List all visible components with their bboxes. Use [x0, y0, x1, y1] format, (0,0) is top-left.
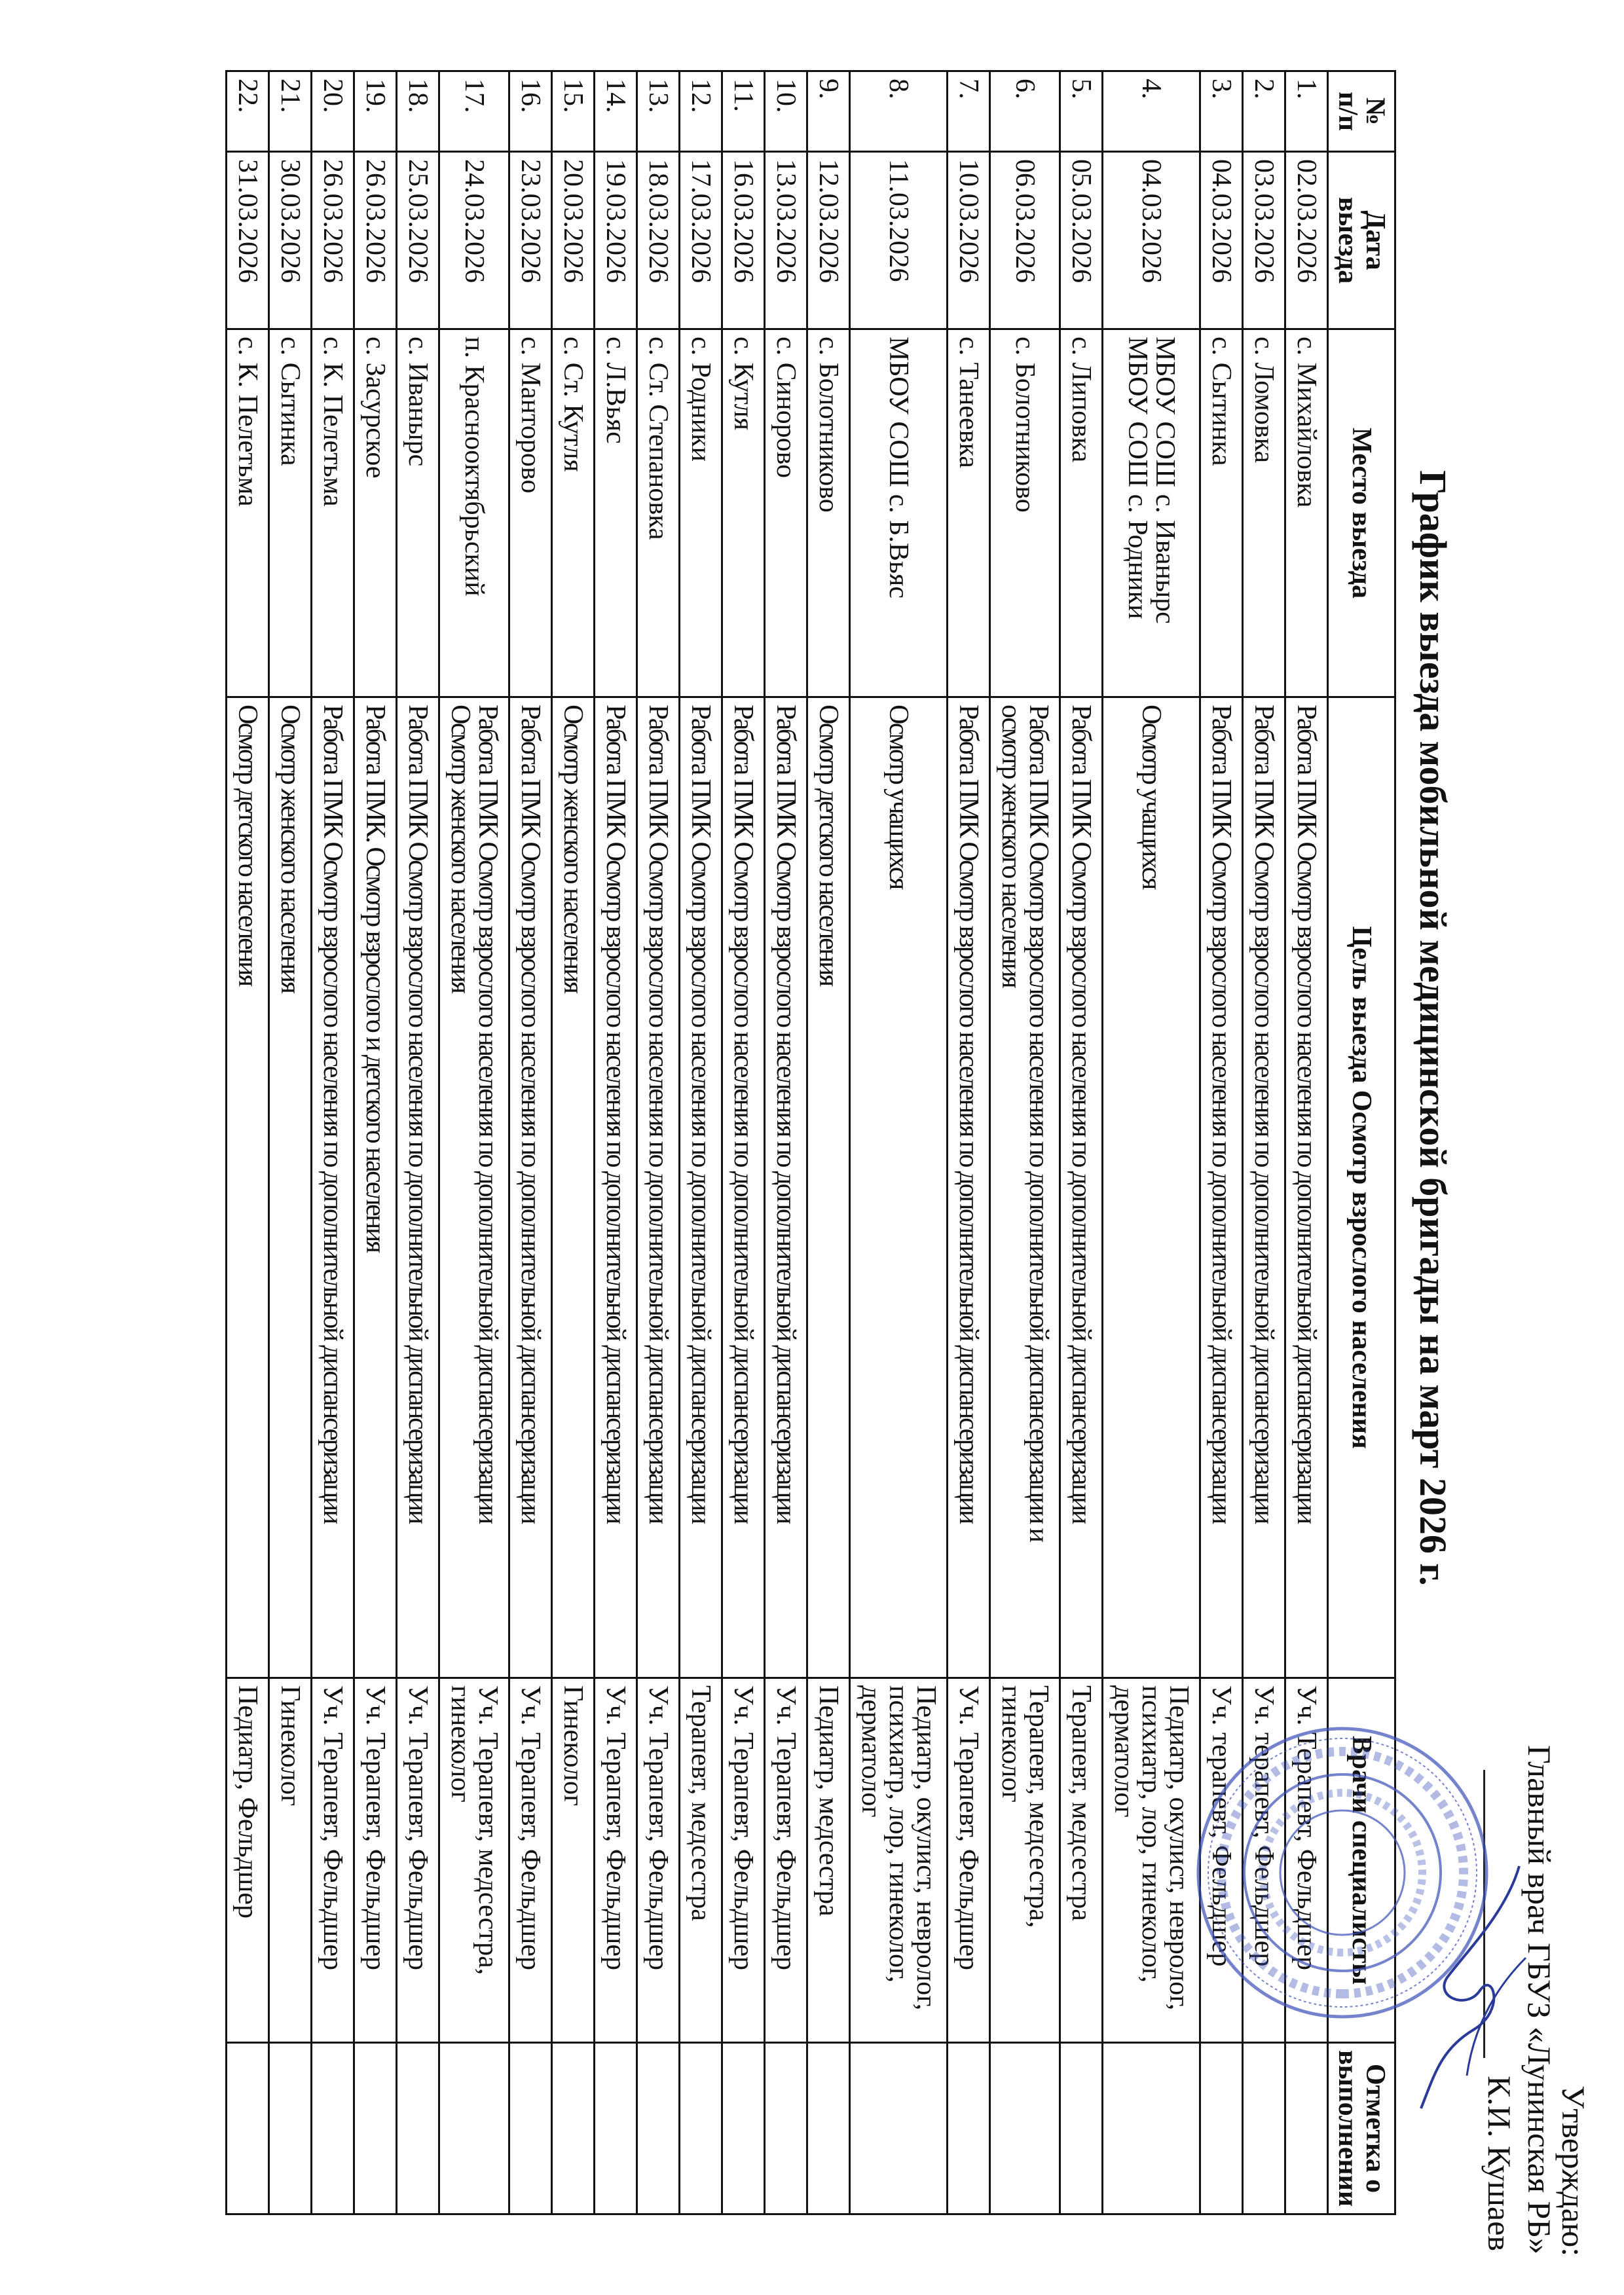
cell-mark	[765, 2043, 807, 2214]
cell-date: 12.03.2026	[807, 152, 850, 329]
cell-num: 4.	[1103, 71, 1200, 152]
cell-place: с. Иванырс	[397, 329, 439, 697]
cell-goal: Работа ПМК Осмотр взрослого населения по дополнительной диспансеризации и осмотр женского населения	[990, 697, 1060, 1678]
cell-doctors: Терапевт, медсестра	[1060, 1678, 1103, 2043]
cell-num: 14.	[595, 71, 637, 152]
table-header-row	[1328, 71, 1395, 2214]
cell-mark	[1285, 2043, 1328, 2214]
cell-place: с. К. Пелетьма	[227, 329, 269, 697]
cell-goal: Работа ПМК Осмотр взрослого населения по дополнительной диспансеризации	[765, 697, 807, 1678]
cell-num: 3.	[1200, 71, 1243, 152]
cell-date: 04.03.2026	[1200, 152, 1243, 329]
cell-mark	[312, 2043, 354, 2214]
cell-date: 02.03.2026	[1285, 152, 1328, 329]
cell-doctors: Уч. Терапевт, Фельдшер	[595, 1678, 637, 2043]
cell-place: МБОУ СОШ с. Иванырс МБОУ СОШ с. Родники	[1103, 329, 1200, 697]
cell-doctors: Терапевт, медсестра, гинеколог	[990, 1678, 1060, 2043]
cell-date: 24.03.2026	[439, 152, 509, 329]
cell-num: 17.	[439, 71, 509, 152]
header-date: Дата выезда	[1328, 152, 1395, 329]
cell-place: с. Ст. Степановка	[637, 329, 680, 697]
cell-doctors: Уч. Терапевт, Фельдшер	[397, 1678, 439, 2043]
page-title: График выезда мобильной медицинской бригады на март 2026 г.	[1412, 470, 1454, 1586]
table-row	[312, 71, 354, 2214]
cell-place: с. Танеевка	[948, 329, 990, 697]
table-row	[354, 71, 397, 2214]
header-doctors: Врачи специалисты	[1328, 1678, 1395, 2043]
cell-num: 22.	[227, 71, 269, 152]
cell-num: 20.	[312, 71, 354, 152]
cell-date: 25.03.2026	[397, 152, 439, 329]
cell-date: 31.03.2026	[227, 152, 269, 329]
cell-date: 13.03.2026	[765, 152, 807, 329]
cell-num: 15.	[552, 71, 595, 152]
table-row	[850, 71, 948, 2214]
table-row	[509, 71, 552, 2214]
cell-doctors: Уч. Терапевт, Фельдшер	[1285, 1678, 1328, 2043]
cell-doctors: Уч. Терапевт, медсестра, гинеколог	[439, 1678, 509, 2043]
cell-goal: Работа ПМК. Осмотр взрослого и детского населения	[354, 697, 397, 1678]
cell-date: 26.03.2026	[312, 152, 354, 329]
cell-date: 18.03.2026	[637, 152, 680, 329]
header-mark: Отметка о выполнении	[1328, 2043, 1395, 2214]
cell-mark	[948, 2043, 990, 2214]
cell-place: с. Манторово	[509, 329, 552, 697]
table-row	[439, 71, 509, 2214]
header-place: Место выезда	[1328, 329, 1395, 697]
table-row	[552, 71, 595, 2214]
cell-mark	[509, 2043, 552, 2214]
cell-place: с. Засурское	[354, 329, 397, 697]
approver-name: К.И. Кушаев	[1481, 2076, 1518, 2252]
cell-date: 11.03.2026	[850, 152, 948, 329]
cell-doctors: Уч. Терапевт, Фельдшер	[354, 1678, 397, 2043]
cell-mark	[269, 2043, 312, 2214]
cell-mark	[850, 2043, 948, 2214]
cell-num: 5.	[1060, 71, 1103, 152]
cell-mark	[1060, 2043, 1103, 2214]
cell-num: 11.	[722, 71, 765, 152]
cell-place: с. Липовка	[1060, 329, 1103, 697]
cell-doctors: Уч. Терапевт, Фельдшер	[948, 1678, 990, 2043]
cell-mark	[227, 2043, 269, 2214]
cell-date: 19.03.2026	[595, 152, 637, 329]
cell-mark	[637, 2043, 680, 2214]
cell-goal: Работа ПМК Осмотр взрослого населения по дополнительной диспансеризации	[1200, 697, 1243, 1678]
cell-num: 21.	[269, 71, 312, 152]
cell-date: 30.03.2026	[269, 152, 312, 329]
cell-date: 06.03.2026	[990, 152, 1060, 329]
cell-date: 17.03.2026	[680, 152, 722, 329]
table-row	[990, 71, 1060, 2214]
cell-goal: Работа ПМК Осмотр взрослого населения по дополнительной диспансеризации	[1060, 697, 1103, 1678]
cell-place: с. Болотниково	[990, 329, 1060, 697]
table-row	[807, 71, 850, 2214]
cell-goal: Осмотр женского населения	[552, 697, 595, 1678]
cell-goal: Работа ПМК Осмотр взрослого населения по дополнительной диспансеризации	[680, 697, 722, 1678]
cell-goal: Работа ПМК Осмотр взрослого населения по дополнительной диспансеризации	[1243, 697, 1285, 1678]
cell-goal: Работа ПМК Осмотр взрослого населения по дополнительной диспансеризации	[595, 697, 637, 1678]
cell-doctors: Педиатр, Фельдшер	[227, 1678, 269, 2043]
cell-date: 03.03.2026	[1243, 152, 1285, 329]
table-row	[722, 71, 765, 2214]
cell-mark	[439, 2043, 509, 2214]
cell-place: с. Синорово	[765, 329, 807, 697]
cell-num: 10.	[765, 71, 807, 152]
cell-doctors: Уч. Терапевт, Фельдшер	[312, 1678, 354, 2043]
cell-place: с. Л.Вьяс	[595, 329, 637, 697]
cell-goal: Работа ПМК Осмотр взрослого населения по дополнительной диспансеризации	[948, 697, 990, 1678]
cell-mark	[1103, 2043, 1200, 2214]
cell-date: 05.03.2026	[1060, 152, 1103, 329]
table-row	[1243, 71, 1285, 2214]
signature-stroke-2	[1467, 1958, 1526, 2076]
cell-place: МБОУ СОШ с. Б.Вьяс	[850, 329, 948, 697]
cell-place: с. Сытинка	[1200, 329, 1243, 697]
cell-mark	[990, 2043, 1060, 2214]
cell-place: с. Ломовка	[1243, 329, 1285, 697]
cell-goal: Работа ПМК Осмотр взрослого населения по дополнительной диспансеризации	[722, 697, 765, 1678]
cell-date: 16.03.2026	[722, 152, 765, 329]
cell-doctors: Уч. терапевт, Фельдшер	[1200, 1678, 1243, 2043]
table-row	[227, 71, 269, 2214]
cell-doctors: Уч. Терапевт, Фельдшер	[722, 1678, 765, 2043]
cell-goal: Работа ПМК Осмотр взрослого населения по дополнительной диспансеризации	[397, 697, 439, 1678]
cell-goal: Работа ПМК Осмотр взрослого населения по дополнительной диспансеризации	[637, 697, 680, 1678]
table-row	[680, 71, 722, 2214]
cell-doctors: Терапевт, медсестра	[680, 1678, 722, 2043]
cell-doctors: Гинеколог	[552, 1678, 595, 2043]
cell-goal: Работа ПМК Осмотр взрослого населения по дополнительной диспансеризации	[509, 697, 552, 1678]
cell-date: 26.03.2026	[354, 152, 397, 329]
cell-mark	[807, 2043, 850, 2214]
table-row	[948, 71, 990, 2214]
cell-doctors: Педиатр, окулист, невролог, психиатр, лор, гинеколог, дерматолог	[1103, 1678, 1200, 2043]
cell-num: 9.	[807, 71, 850, 152]
cell-mark	[722, 2043, 765, 2214]
cell-date: 04.03.2026	[1103, 152, 1200, 329]
table-row	[637, 71, 680, 2214]
cell-goal: Работа ПМК Осмотр взрослого населения по дополнительной диспансеризации Осмотр женского населения	[439, 697, 509, 1678]
cell-place: с. Болотниково	[807, 329, 850, 697]
cell-doctors: Уч. терапевт, Фельдшер	[1243, 1678, 1285, 2043]
cell-doctors: Уч. Терапевт, Фельдшер	[765, 1678, 807, 2043]
table-row	[595, 71, 637, 2214]
schedule-table	[225, 70, 1396, 2215]
table-row	[1285, 71, 1328, 2214]
cell-num: 19.	[354, 71, 397, 152]
approval-label: Утверждаю:	[1555, 2085, 1592, 2257]
cell-place: с. Михайловка	[1285, 329, 1328, 697]
cell-doctors: Педиатр, медсестра	[807, 1678, 850, 2043]
cell-place: с. К. Пелетьма	[312, 329, 354, 697]
cell-num: 7.	[948, 71, 990, 152]
cell-mark	[595, 2043, 637, 2214]
header-goal: Цель выезда Осмотр взрослого населения	[1328, 697, 1395, 1678]
signature-stroke	[1421, 1866, 1519, 2108]
cell-mark	[354, 2043, 397, 2214]
cell-num: 13.	[637, 71, 680, 152]
header-num: № п/п	[1328, 71, 1395, 152]
cell-place: с. Кутля	[722, 329, 765, 697]
cell-num: 18.	[397, 71, 439, 152]
cell-mark	[397, 2043, 439, 2214]
table-row	[1103, 71, 1200, 2214]
cell-date: 20.03.2026	[552, 152, 595, 329]
cell-goal: Осмотр детского населения	[807, 697, 850, 1678]
cell-num: 6.	[990, 71, 1060, 152]
cell-place: п. Краснооктябрьский	[439, 329, 509, 697]
cell-num: 2.	[1243, 71, 1285, 152]
cell-num: 8.	[850, 71, 948, 152]
cell-goal: Работа ПМК Осмотр взрослого населения по дополнительной диспансеризации	[312, 697, 354, 1678]
table-row	[397, 71, 439, 2214]
cell-mark	[1200, 2043, 1243, 2214]
cell-num: 1.	[1285, 71, 1328, 152]
table-row	[269, 71, 312, 2214]
cell-doctors: Гинеколог	[269, 1678, 312, 2043]
cell-mark	[1243, 2043, 1285, 2214]
table-row	[765, 71, 807, 2214]
cell-goal: Осмотр детского населения	[227, 697, 269, 1678]
cell-doctors: Уч. Терапевт, Фельдшер	[637, 1678, 680, 2043]
cell-place: с. Сытинка	[269, 329, 312, 697]
cell-mark	[680, 2043, 722, 2214]
table-row	[1060, 71, 1103, 2214]
table-row	[1200, 71, 1243, 2214]
cell-date: 23.03.2026	[509, 152, 552, 329]
cell-place: с. Ст. Кутля	[552, 329, 595, 697]
cell-goal: Работа ПМК Осмотр взрослого населения по дополнительной диспансеризации	[1285, 697, 1328, 1678]
cell-mark	[552, 2043, 595, 2214]
cell-num: 12.	[680, 71, 722, 152]
cell-goal: Осмотр учащихся	[850, 697, 948, 1678]
cell-goal: Осмотр учащихся	[1103, 697, 1200, 1678]
signature-line	[1483, 1770, 1485, 2058]
approver-position: Главный врач ГБУЗ «Лунинская РБ»	[1521, 1745, 1558, 2254]
cell-place: с. Родники	[680, 329, 722, 697]
cell-doctors: Уч. Терапевт, Фельдшер	[509, 1678, 552, 2043]
cell-goal: Осмотр женского населения	[269, 697, 312, 1678]
cell-num: 16.	[509, 71, 552, 152]
cell-doctors: Педиатр, окулист, невролог, психиатр, лор, гинеколог, дерматолог	[850, 1678, 948, 2043]
cell-date: 10.03.2026	[948, 152, 990, 329]
